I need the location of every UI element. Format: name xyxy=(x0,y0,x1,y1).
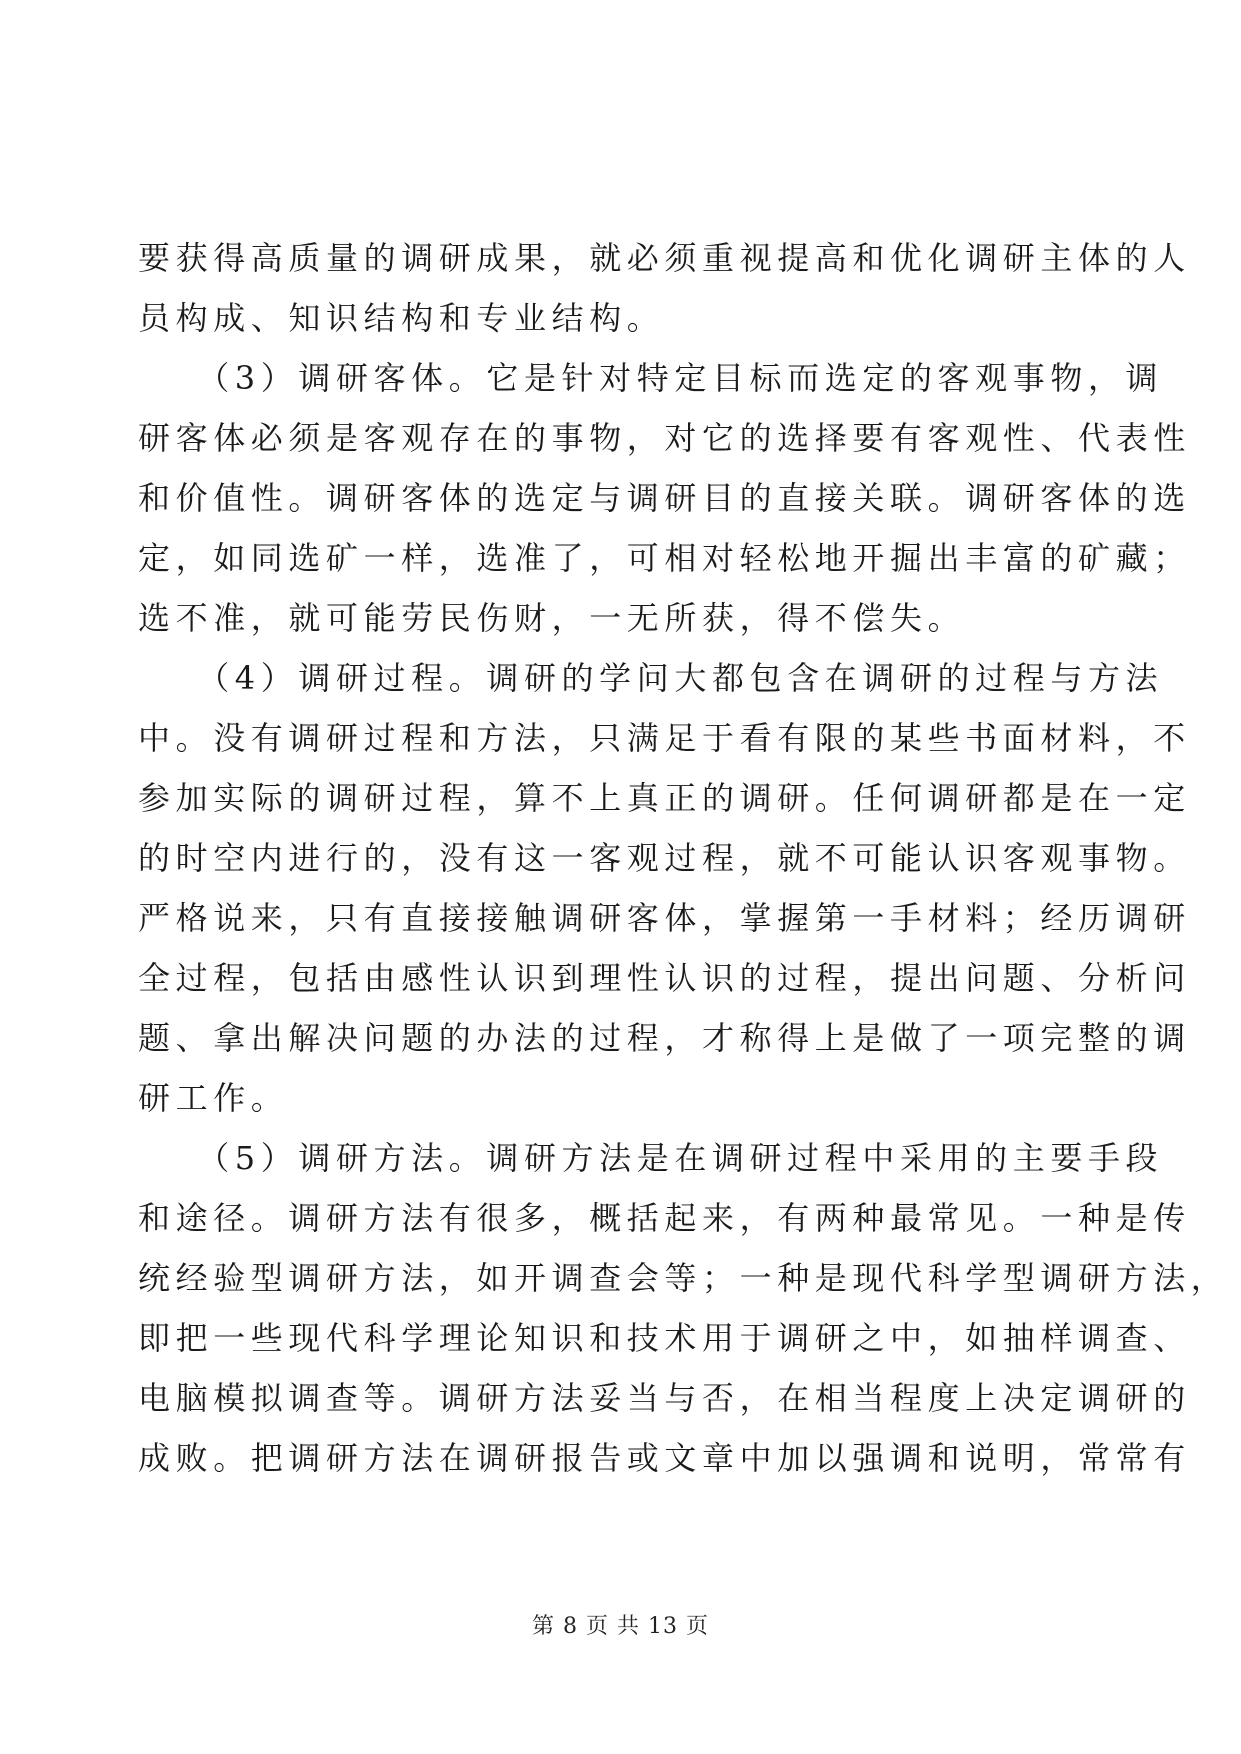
text-line: 成败。把调研方法在调研报告或文章中加以强调和说明，常常有 xyxy=(138,1439,1191,1477)
text-line: 全过程，包括由感性认识到理性认识的过程，提出问题、分析问 xyxy=(138,959,1191,997)
text-line: 电脑模拟调查等。调研方法妥当与否，在相当程度上决定调研的 xyxy=(138,1379,1191,1417)
text-line: 员构成、知识结构和专业结构。 xyxy=(138,299,665,337)
text-line: 即把一些现代科学理论知识和技术用于调研之中，如抽样调查、 xyxy=(138,1319,1191,1357)
text-line: （4）调研过程。调研的学问大都包含在调研的过程与方法 xyxy=(138,659,1164,697)
page-footer: 第 8 页 共 13 页 xyxy=(532,1614,709,1639)
text-line: 和途径。调研方法有很多，概括起来，有两种最常见。一种是传 xyxy=(138,1199,1191,1237)
text-line: （3）调研客体。它是针对特定目标而选定的客观事物，调 xyxy=(138,359,1164,397)
body-text xyxy=(138,228,1229,1488)
text-line: 研工作。 xyxy=(138,1079,289,1117)
text-line: 定，如同选矿一样，选准了，可相对轻松地开掘出丰富的矿藏； xyxy=(138,539,1191,577)
text-line: 要获得高质量的调研成果，就必须重视提高和优化调研主体的人 xyxy=(138,239,1191,277)
text-line: 的时空内进行的，没有这一客观过程，就不可能认识客观事物。 xyxy=(138,839,1191,877)
text-line: 研客体必须是客观存在的事物，对它的选择要有客观性、代表性 xyxy=(138,419,1191,457)
text-line: 中。没有调研过程和方法，只满足于看有限的某些书面材料，不 xyxy=(138,719,1191,757)
text-line: 参加实际的调研过程，算不上真正的调研。任何调研都是在一定 xyxy=(138,779,1191,817)
text-line: 和价值性。调研客体的选定与调研目的直接关联。调研客体的选 xyxy=(138,479,1191,517)
text-line: （5）调研方法。调研方法是在调研过程中采用的主要手段 xyxy=(138,1139,1164,1177)
text-line: 题、拿出解决问题的办法的过程，才称得上是做了一项完整的调 xyxy=(138,1019,1191,1057)
text-line: 严格说来，只有直接接触调研客体，掌握第一手材料；经历调研 xyxy=(138,899,1191,937)
text-line: 选不准，就可能劳民伤财，一无所获，得不偿失。 xyxy=(138,599,966,637)
text-line: 统经验型调研方法，如开调查会等；一种是现代科学型调研方法， xyxy=(138,1259,1229,1297)
